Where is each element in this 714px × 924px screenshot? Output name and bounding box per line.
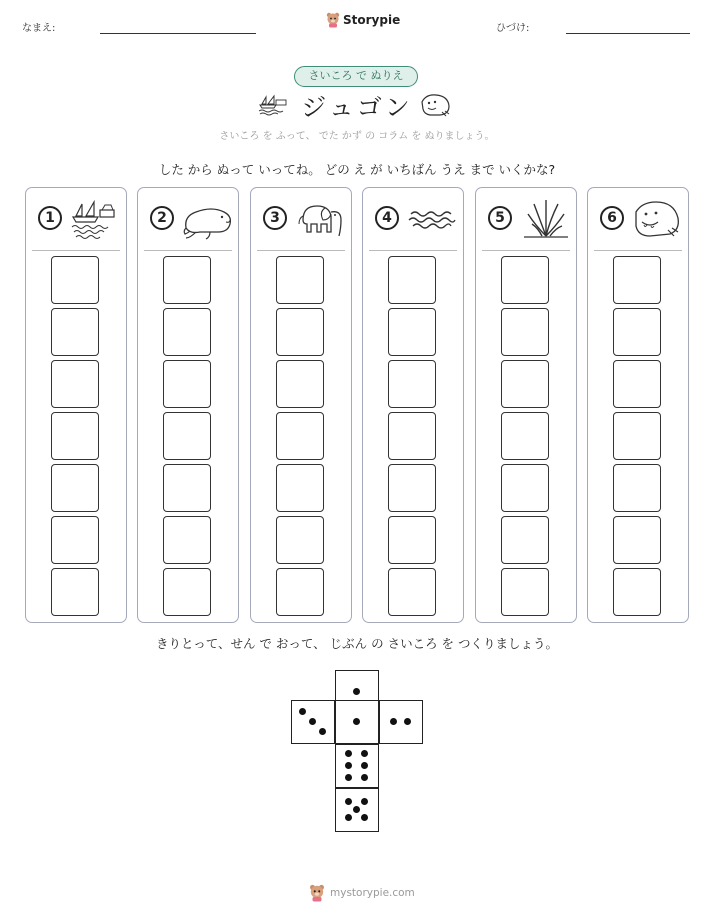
coloring-box[interactable] <box>388 360 436 408</box>
dice-face-1 <box>335 700 379 744</box>
title-text: ジュゴン <box>301 93 413 122</box>
dice-pip <box>361 762 368 769</box>
coloring-box[interactable] <box>51 256 99 304</box>
dice-face-2 <box>379 700 423 744</box>
dice-pip <box>319 728 326 735</box>
coloring-box[interactable] <box>163 360 211 408</box>
coloring-box[interactable] <box>51 568 99 616</box>
manatee-icon <box>182 198 234 240</box>
column-header <box>257 188 345 251</box>
column-header <box>144 188 232 251</box>
coloring-box[interactable] <box>51 516 99 564</box>
dice-pip <box>345 774 352 781</box>
dice-pip <box>361 814 368 821</box>
dice-face-5 <box>335 788 379 832</box>
coloring-box[interactable] <box>276 516 324 564</box>
brand-name: Storypie <box>343 13 401 27</box>
dice-pip <box>309 718 316 725</box>
column-header <box>482 188 570 251</box>
coloring-box[interactable] <box>501 516 549 564</box>
coloring-box[interactable] <box>51 464 99 512</box>
bear-icon <box>326 12 340 28</box>
coloring-box[interactable] <box>388 256 436 304</box>
coloring-box[interactable] <box>388 412 436 460</box>
column-3 <box>250 187 352 623</box>
column-4 <box>362 187 464 623</box>
coloring-box[interactable] <box>501 568 549 616</box>
activity-badge: さいころ で ぬりえ <box>294 66 418 87</box>
coloring-box[interactable] <box>276 568 324 616</box>
seagrass-icon <box>520 198 572 240</box>
column-number: 3 <box>263 206 287 230</box>
coloring-box[interactable] <box>163 464 211 512</box>
dice-pip <box>345 798 352 805</box>
dugong-face-icon <box>632 198 684 240</box>
dice-pip <box>345 762 352 769</box>
dice-pip <box>390 718 397 725</box>
coloring-box[interactable] <box>51 308 99 356</box>
coloring-box[interactable] <box>276 308 324 356</box>
coloring-box[interactable] <box>51 360 99 408</box>
coloring-box[interactable] <box>613 568 661 616</box>
dice-pip <box>404 718 411 725</box>
coloring-box[interactable] <box>276 360 324 408</box>
brand-logo <box>326 12 400 28</box>
coloring-box[interactable] <box>613 464 661 512</box>
dice-pip <box>345 750 352 757</box>
water-icon <box>407 198 459 240</box>
column-6 <box>587 187 689 623</box>
coloring-box[interactable] <box>501 412 549 460</box>
date-line <box>566 33 690 34</box>
column-number: 4 <box>375 206 399 230</box>
column-2 <box>137 187 239 623</box>
coloring-box[interactable] <box>388 568 436 616</box>
dice-pip <box>361 798 368 805</box>
coloring-box[interactable] <box>501 464 549 512</box>
coloring-box[interactable] <box>613 516 661 564</box>
dice-pip <box>353 688 360 695</box>
coloring-box[interactable] <box>276 412 324 460</box>
coloring-box[interactable] <box>163 412 211 460</box>
coloring-box[interactable] <box>613 308 661 356</box>
cut-instruction: きりとって、せん で おって、 じぶん の さいころ を つくりましょう。 <box>155 636 559 651</box>
column-number: 6 <box>600 206 624 230</box>
coloring-box[interactable] <box>501 360 549 408</box>
column-header <box>369 188 457 251</box>
instruction: した から ぬって いってね。 どの え が いちばん うえ まで いくかな? <box>158 162 556 177</box>
subtitle: さいころ を ふって、 でた かず の コラム を ぬりましょう。 <box>219 131 495 142</box>
dice-pip <box>299 708 306 715</box>
column-header <box>32 188 120 251</box>
coloring-box[interactable] <box>163 256 211 304</box>
coloring-box[interactable] <box>501 308 549 356</box>
footer-url: mystorypie.com <box>330 887 415 899</box>
column-5 <box>475 187 577 623</box>
date-label: ひづけ: <box>496 23 530 34</box>
dice-pip <box>361 750 368 757</box>
coloring-box[interactable] <box>51 412 99 460</box>
footer <box>308 884 415 902</box>
boats-icon <box>70 198 122 240</box>
coloring-box[interactable] <box>501 256 549 304</box>
dice-pip <box>353 806 360 813</box>
coloring-box[interactable] <box>163 308 211 356</box>
coloring-box[interactable] <box>388 308 436 356</box>
dice-pip <box>361 774 368 781</box>
coloring-box[interactable] <box>163 568 211 616</box>
page-title <box>0 88 714 124</box>
coloring-box[interactable] <box>276 256 324 304</box>
column-header <box>594 188 682 251</box>
dice-pip <box>345 814 352 821</box>
coloring-box[interactable] <box>613 412 661 460</box>
dugong-title-icon <box>420 92 452 118</box>
dice-face-6 <box>335 744 379 788</box>
column-number: 1 <box>38 206 62 230</box>
coloring-box[interactable] <box>388 516 436 564</box>
dice-face-3 <box>291 700 335 744</box>
name-label: なまえ: <box>22 23 56 34</box>
elephant-icon <box>295 198 347 240</box>
column-1 <box>25 187 127 623</box>
dice-pip <box>353 718 360 725</box>
coloring-box[interactable] <box>613 256 661 304</box>
boats-title-icon <box>258 94 288 116</box>
column-number: 2 <box>150 206 174 230</box>
name-line <box>100 33 256 34</box>
coloring-box[interactable] <box>613 360 661 408</box>
bear-footer-icon <box>308 884 326 902</box>
coloring-box[interactable] <box>388 464 436 512</box>
coloring-box[interactable] <box>163 516 211 564</box>
coloring-box[interactable] <box>276 464 324 512</box>
column-number: 5 <box>488 206 512 230</box>
